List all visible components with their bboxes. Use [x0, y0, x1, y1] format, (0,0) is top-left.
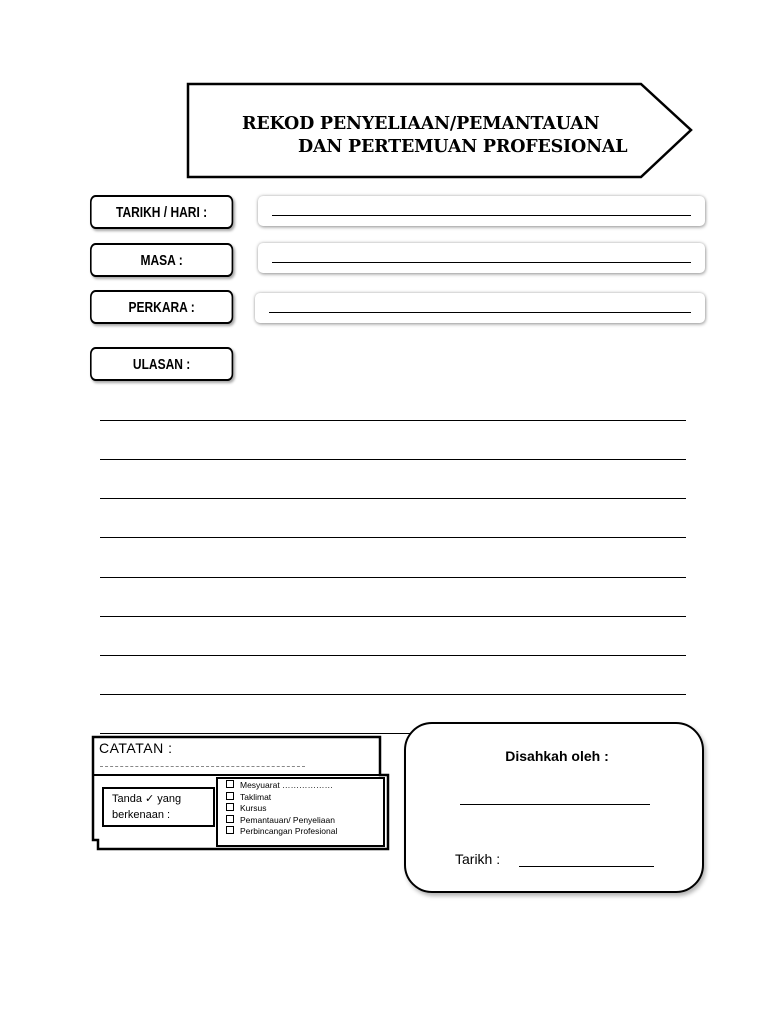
tanda-line2: berkenaan :: [112, 809, 171, 821]
approval-date-label: Tarikh :: [455, 851, 501, 867]
form-title: [186, 113, 646, 159]
tarikh-hari-line: [272, 215, 691, 216]
label-ulasan: ULASAN :: [90, 347, 233, 381]
option-kursus[interactable]: Kursus: [226, 803, 383, 815]
ulasan-line[interactable]: [100, 577, 686, 578]
approval-title: Disahkah oleh :: [505, 748, 609, 764]
tarikh-hari-field[interactable]: [258, 196, 705, 226]
form-title-line2: DAN PERTEMUAN PROFESIONAL: [298, 137, 628, 157]
perkara-field[interactable]: [255, 293, 705, 323]
label-masa: MASA :: [90, 243, 233, 277]
masa-line: [272, 262, 691, 263]
ulasan-line[interactable]: [100, 537, 686, 538]
checkbox-icon[interactable]: [226, 826, 234, 834]
ulasan-line[interactable]: [100, 459, 686, 460]
ulasan-line[interactable]: [100, 694, 686, 695]
checkbox-icon[interactable]: [226, 780, 234, 788]
catatan-dashed-line: [100, 766, 305, 767]
perkara-line: [269, 312, 691, 313]
masa-field[interactable]: [258, 243, 705, 273]
option-perbincangan[interactable]: Perbincangan Profesional: [226, 826, 383, 838]
approval-date-line[interactable]: [519, 866, 654, 867]
checkbox-icon[interactable]: [226, 792, 234, 800]
form-title-line1: REKOD PENYELIAAN/PEMANTAUAN: [242, 114, 600, 134]
catatan-options: [216, 777, 385, 847]
checkbox-icon[interactable]: [226, 803, 234, 811]
ulasan-line[interactable]: [100, 655, 686, 656]
catatan-title: CATATAN :: [99, 740, 173, 756]
ulasan-line[interactable]: [100, 616, 686, 617]
label-tarikh-hari: TARIKH / HARI :: [90, 195, 233, 229]
tanda-line1: Tanda ✓ yang: [112, 793, 182, 805]
option-pemantauan[interactable]: Pemantauan/ Penyeliaan: [226, 815, 383, 827]
label-perkara: PERKARA :: [90, 290, 233, 324]
ulasan-line[interactable]: [100, 498, 686, 499]
tanda-instruction: [102, 787, 215, 827]
ulasan-line[interactable]: [100, 420, 686, 421]
checkbox-icon[interactable]: [226, 815, 234, 823]
option-taklimat[interactable]: Taklimat: [226, 792, 383, 804]
option-mesyuarat[interactable]: Mesyuarat ………………: [226, 780, 383, 792]
signature-line[interactable]: [460, 804, 650, 805]
